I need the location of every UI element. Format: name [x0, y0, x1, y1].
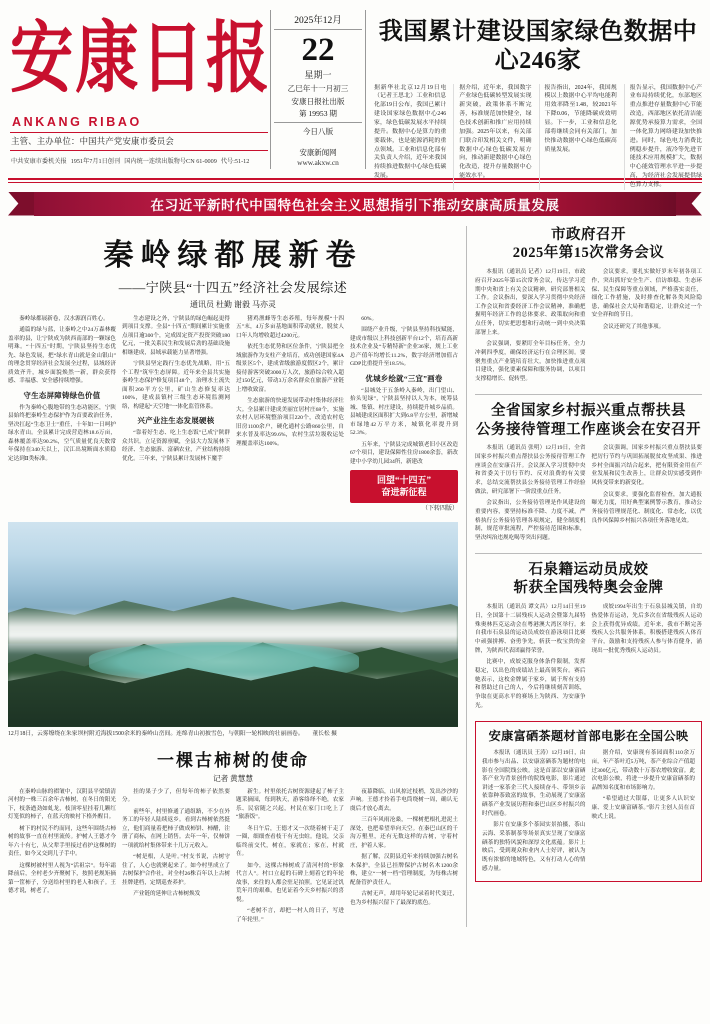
paragraph: 会议指出，公务接待管理是作风建设的重要内容，要坚持标准不降、力度不减，严格执行公务接待管理各项规定，健全制度机制，规范审批流程，严控接待范围和标准，坚决纠治违规吃喝等突出问题。: [475, 500, 586, 541]
lead-story-body: [8, 315, 458, 514]
right-story3-title-line1: 石泉籍运动员成姣: [528, 561, 649, 578]
paper-name-pinyin: ANKANG RIBAO: [12, 114, 142, 129]
right-story2-body: [475, 444, 702, 545]
right-boxed-body: [482, 749, 695, 876]
story2-col-4: [350, 788, 458, 928]
website-url[interactable]: www.akxw.cn: [297, 158, 339, 168]
paragraph: 成姣1994年出生于石泉县城关镇，自幼热爱体育运动，先后多次在省级残疾人运动会上获得优异成绩。近年来，我市不断完善残疾人公共服务体系，积极搭建残疾人体育平台，鼓励和支持残疾人参与体育健身，涌现出一批优秀残疾人运动员。: [591, 604, 702, 654]
paragraph: “树是根，人是叶。”村支书说，古树守住了，人心也就聚起来了。如今村里成立了古树保护合作社，对全村26株百年以上古树挂牌建档，定期巡查养护。: [122, 854, 230, 886]
paragraph: 通篇的绿与蓝，让秦岭之中24万森林覆盖率的县，让宁陕成为陕西南部的一颗绿色明珠。“十四五”时期，宁陕县坚持生态优先、绿色发展，把“绿水青山就是金山银山”的理念贯穿经济社会发展全过程，县域经济质效齐升，城乡面貌焕然一新，群众获得感、幸福感、安全感持续增强。: [8, 327, 116, 384]
paragraph: 挂的果子少了，但每年的柿子依然要分。: [122, 788, 230, 804]
paper-name-cn: 安康日报: [10, 16, 272, 102]
paragraph: 前些年，村里修通了通组路，不少在外务工的年轻人陆续返乡。看到古柿树依然挺立，他们商量着把柿子做成柿饼、柿醋，注册了商标，在网上销售。去年一年，仅柿饼一项就给村集体带来十几万元收入。: [122, 808, 230, 849]
paragraph: 秦岭绿都展新卷，汉水源润百姓心。: [19, 315, 109, 322]
paragraph: 新生。村里依托古树资源建起了柿子主题采摘园，每到秋天，游客络绎不绝，农家乐、民宿随之兴起，村民在家门口吃上了“旅游饭”。: [236, 788, 344, 821]
right-boxed-story: [475, 721, 702, 882]
paragraph: 据了解，汉阴县近年来持续加强古树名木保护，全县已挂牌保护古树名木1200余株，建立“一树一档”管理制度，为每株古树配备管护责任人。: [350, 854, 458, 886]
story2-byline: 记者 黄慧慧: [213, 773, 253, 783]
paragraph: 据介绍，安康现有茶园面积110余万亩，年产茶叶近5万吨，茶产业综合产值超过300亿元，带动数十万茶农增收致富。此次电影公映，将进一步提升安康富硒茶的品牌知名度和市场影响力。: [591, 750, 695, 791]
lead-story-title: 秦岭绿都展新卷: [103, 238, 363, 272]
paragraph: “老树不言，却把一村人的日子，写进了年轮里。”: [236, 908, 344, 923]
story2-col-2: [122, 788, 230, 928]
paragraph: 依托生态优势和区位条件，宁陕县把全域旅游作为支柱产业培育，成功创建国家4A级景区5个，建成省级旅游度假区2个，累计接待游客突破3000万人次，旅游综合收入超过150亿元，带动3万余名群众在旅游产业链上增收致富。: [236, 344, 344, 393]
lead-col-3: [236, 315, 344, 514]
top-story-body: [374, 84, 702, 190]
right-divider-2: [475, 553, 702, 554]
date-day: 22: [301, 32, 335, 68]
paragraph: 本报讯（通讯员 谭文昌）12月14日至19日，全国第十二届残疾人运动会暨第九届特殊奥林匹克运动会在粤港澳大湾区举行。来自我市石泉县的运动员成姣在游泳项目比赛中顽强拼搏、奋勇争先，斩获一枚宝贵的金牌，为陕西代表团赢得荣誉。: [475, 604, 586, 654]
paragraph: 冬日午后，王德才又一次绕着树干走了一圈，细细查看枝干有无虫蛀。他说，父亲临终前交代，树在，家就在；家在，村就在。: [236, 825, 344, 858]
paragraph: 会议强调，国家乡村振兴重点帮扶县要把厉行节约与巩固拓展脱贫攻坚成果、推进乡村全面振兴结合起来，把有限资金用在产业发展和民生改善上，让群众切实感受到作风转变带来的新变化。: [591, 445, 702, 487]
lead-col-1: [8, 315, 116, 514]
right-boxed-title: 安康富硒茶题材首部电影在全国公映: [488, 729, 689, 744]
paragraph: 会议强调，要紧盯全年目标任务，全力冲刺四季度，确保经济运行在合理区间。要聚焦重点产业链培育壮大，加快推进重点项目建设，强化要素保障和服务协调，以项目支撑稳增长、促转型。: [475, 341, 586, 383]
news-agency: 安康新闻网: [299, 148, 337, 158]
page-count: 今日八版: [274, 122, 362, 137]
paragraph: 树下的村民不约而同，这些年围绕古柿树的故事一直在村里流传。护树人王德才今年六十有七，从父辈手里接过看护这棵树的责任，如今又交到儿子手中。: [8, 825, 116, 858]
section-heading: 兴产业注生态发展硬核: [137, 416, 215, 425]
top-story-col-2: 据介绍，近年来，我国数字产业绿色低碳转型发展实现新突破，政策体系不断完善，标准规范加快健全，绿色技术创新和推广应用持续加强。2025年以来，有关部门联合印发相关文件，明确数据中心绿色低碳发展方向，推动新建数据中心绿色化改造，提升存量数据中心能效水平。: [453, 84, 531, 190]
lead-photo: [8, 522, 458, 727]
paper-meta: [11, 156, 270, 165]
date-lunar: 乙巳年十一月初三: [287, 84, 349, 94]
paragraph: 古树无声，却用年轮记录着时代变迁，也为乡村振兴留下了最深的底色。: [350, 891, 458, 906]
paragraph: 作为秦岭心腹地带的生态功能区，宁陕县始终把秦岭生态保护作为首要政治任务，坚决扛起“生态卫士”重任，十年如一日呵护绿水青山。全县累计完成营造林18.6万亩，森林覆盖率达90.2%，空气质量优良天数常年保持在340天以上，汉江出境断面水质稳定达到Ⅱ类标准。: [8, 404, 116, 462]
paragraph: 会议要求，要扎实做好岁末年初各项工作，突出抓好安全生产、信访维稳、生态环保、民生保障等重点领域，严格落实责任，细化工作措施，及时排查化解各类风险隐患，确保社会大局和谐稳定，让群众过一个安全祥和的节日。: [591, 269, 702, 319]
right-story1-title-line1: 市政府召开: [551, 226, 626, 243]
paragraph: 五年来，宁陕县完成城镇老旧小区改造67个项目，建设保障性住房1800余套，新改建中小学幼儿园34所，新建改: [350, 441, 458, 465]
paragraph: 生态旅游的快速发展带动村集体经济壮大。全县累计建成美丽宜居村庄68个，实施农村人居环境整治项目220个，改造农村危旧房1100余户，硬化通村公路860公里，自来水普及率达99.6%，农村生活垃圾收运处理覆盖率达100%。: [236, 398, 344, 447]
paragraph: 这棵树被村里人视为“活祖宗”。每年霜降前后，全村老少齐聚树下，按照老规矩摘第一筐柿子，分送给村里的老人和孩子。王德才说，树老了，: [8, 862, 116, 895]
paragraph: 在秦岭山脉的褶皱中，汉阴县平梁镇清河村的一株三百余年古柿树，在冬日的阳光下，枝条遒劲如虬龙，枝顶零星挂着几颗红灯笼似的柿子，在蓝天的映衬下格外醒目。: [8, 788, 116, 821]
paragraph: 产业链的延伸让古柿树焕发: [133, 891, 201, 898]
paragraph: 三百年风雨沧桑，一棵树把根扎进泥土深处，也把希望举向天空。在秦巴山区的千沟万壑里，还有无数这样的古树，守着村庄，护着人家。: [350, 817, 458, 849]
right-story1-title-line2: 2025年第15次常务会议: [512, 245, 665, 262]
story2-col-3: [236, 788, 344, 928]
paragraph: 影片在安康多个茶园实景拍摄，茶山云海、采茶制茶等场景真实呈现了安康富硒茶的独特风貌和深厚文化底蕴。影片上映后，受到观众和业内人士好评，被认为既有浓郁的地域特色，又有打动人心的情感力量。: [482, 822, 586, 872]
paragraph: 本报讯（通讯员 张明）12月19日，全省国家乡村振兴重点帮扶县公务接待管理工作座谈会在安康召开。会议深入学习贯彻中央和省委关于厉行节约、反对浪费的有关要求，总结交流帮扶县公务接待管理工作经验做法，研究部署下一阶段重点任务。: [475, 445, 586, 495]
paragraph: 会议要求，要强化监督检查，加大通报曝光力度，用好典型案例警示教育，推动公务接待管理规范化、制度化、常态化，以优良作风保障乡村振兴各项任务落地见效。: [591, 491, 702, 524]
logo-rule: [10, 132, 268, 133]
top-story-headline: 我国累计建设国家绿色数据中心246家: [378, 19, 698, 74]
paragraph: 本报讯（通讯员 王涛）12月19日，由我市参与出品、以安康富硒茶为题材的电影在全国院线公映。这是首部以安康富硒茶产业为背景创作的院线电影，影片通过讲述一家茶企三代人接续奋斗、带领乡亲依靠种茶致富的故事，生动展现了安康富硒茶产业发展历程和秦巴山区乡村振兴的时代画卷。: [482, 750, 586, 817]
lead-story-byline: 通讯员 杜勤 谢毅 马亦灵: [190, 299, 276, 309]
campaign-banner: 在习近平新时代中国特色社会主义思想指引下推动安康高质量发展: [34, 192, 676, 216]
paragraph: 猪鸡渔蜂等生态养殖，每年规模“十四五”末，4万多亩基地面积带动就业，脱贫人口年人均增收超过4200元。: [236, 315, 344, 339]
right-column: [467, 226, 702, 928]
section-heading: 优城乡绘就“三宜”画卷: [365, 373, 443, 383]
paper-logo: [8, 6, 270, 165]
paper-meta-left: 中共安康市委机关报: [11, 157, 67, 165]
publisher: 安康日报社出版: [291, 97, 345, 107]
right-story2-title-line2: 公务接待管理工作座谈会在安召开: [476, 421, 701, 438]
paragraph: 围绕产业升级，宁陕县坚持科技赋能，建成市级以上科技创新平台12个，培育高新技术企业及“专精特新”企业36家，规上工业总产值年均增长11.2%，数字经济增加值占GDP比重提升至18.5%。: [350, 327, 458, 367]
paragraph: 60%。: [361, 315, 378, 322]
paragraph: 本报讯（通讯员 记者）12月19日，市政府召开2025年第15次常务会议，传达学习近期中央和省上有关会议精神，研究部署相关工作。会议指出，要深入学习贯彻中央经济工作会议和省委经济工作会议精神，准确把握明年经济工作的总体要求、政策取向和重点任务，切实把思想和行动统一到中央决策部署上来。: [475, 269, 586, 336]
paragraph: 宁陕县坚定践行生态优先战略，用“五个工程”筑牢生态屏障。近年来全县共实施秦岭生态保护修复项目48个，治理水土流失面积260平方公里，矿山生态修复率达100%，建成县镇村三级生态环境监测网络，构建起“天空地”一体化监管体系。: [122, 361, 230, 410]
paper-meta-code: 代号:51-12: [220, 157, 250, 165]
section-heading: 守生态屏障铸绿色价值: [23, 390, 101, 400]
paragraph: 会议还研究了其他事项。: [602, 324, 665, 331]
top-story: [366, 6, 702, 190]
right-divider-1: [475, 394, 702, 395]
masthead: [8, 6, 702, 189]
issue-number: 第 19953 期: [299, 108, 337, 118]
main-content: [8, 226, 702, 928]
right-story3-title-line2: 斩获全国残特奥会金牌: [513, 580, 664, 597]
date-panel: [270, 10, 366, 169]
story2-title: 一棵古柿树的使命: [157, 750, 309, 770]
series-badge: 回望“十四五” 奋进新征程: [350, 470, 458, 502]
lead-col-4: [350, 315, 458, 514]
photo-caption: 12月18日，云雾缭绕在朱家坝村附近海拔1500余米的秦岭山峦间。连绵青山初披雪色，与朝阳一轮相映的壮丽画卷。 董长松 摄: [8, 730, 337, 737]
paragraph: “县城处于五条岭入秦岭，出门望山、抬头见绿”，宁陕县坚持以人为本，统筹县城、集镇、村庄建设，持续提升城乡品质。县城建成区面积扩大到6.8平方公里，新增城市绿地42万平方米，城镇化率提升到52.3%。: [350, 387, 458, 437]
paragraph: 比赛中，成姣克服身体条件限制，发挥稳定，以出色的成绩站上最高领奖台。赛后她表示，这枚金牌属于家乡，属于所有支持和帮助过自己的人，今后将继续刻苦训练，争取在更高水平的赛场上为陕西、为安康争光。: [475, 659, 586, 709]
story2-body: [8, 788, 458, 928]
paragraph: 生态建设之外，宁陕县的绿色崛起更得到项目支撑。全县“十四五”期间累计实施重点项目逾300个，完成固定资产投资突破180亿元，一批关系民生和发展后劲的基础设施相继建成，县域承载能力显著增强。: [122, 315, 230, 356]
paragraph: “靠着好生态、吃上生态饭”已成宁陕群众共识。立足资源禀赋，全县大力发展林下经济、生态旅游、富硒农业，产业结构持续优化。三年来，宁陕县累计发展林下魔芋: [122, 430, 230, 462]
top-story-col-1: 据新华社北京12月19日电（记者王思北）工业和信息化部19日公布，我国已累计建设国家绿色数据中心246家，绿色低碳发展水平持续提升。数据中心是算力的重要载体，也是能源消耗的重点领域。工业和信息化部有关负责人介绍，近年来我国持续推进数据中心绿色低碳发展。: [374, 84, 447, 180]
right-story1-body: [475, 268, 702, 387]
left-column: [8, 226, 466, 928]
continuation-note: （下转四版）: [421, 505, 458, 512]
right-story3-body: [475, 603, 702, 713]
top-story-col-4: 报告显示，我国数据中心产业布局持续优化，东部地区重点推进存量数据中心节能改造，西部地区依托清洁能源优势承接算力需求，全国一体化算力网络建设加快推进。同时，绿色电力消费比例稳步提升，液冷等先进节能技术应用规模扩大，数据中心能效管理水平进一步提高，为经济社会发展提供绿色算力支撑。: [624, 84, 702, 190]
date-weekday: 星期一: [304, 70, 332, 81]
logo-rule-2: [10, 150, 268, 151]
top-story-col-3: 报告指出，2024年，我国规模以上数据中心平均电能利用效率降至1.48，较2021年下降0.06，节能降碳成效明显。下一步，工业和信息化部将继续会同有关部门，加快推动数据中心绿色低碳高质量发展。: [539, 84, 617, 190]
paragraph: 如今，这棵古柿树成了清河村的“形象代言人”。村口立起的石碑上刻着它的年轮故事，来往的人都会驻足拍照。它见证过饥荒年月的艰难，也见证着今天乡村振兴的喜悦。: [236, 862, 344, 903]
paper-meta-right: 国内统一连续出版物号CN 61-0009: [124, 157, 217, 165]
campaign-banner-wrap: [8, 192, 702, 218]
lead-col-2: [122, 315, 230, 514]
story2-col-1: [8, 788, 116, 928]
paper-meta-center: 1951年7月1日创刊: [70, 157, 121, 165]
paragraph: 夜幕降临，山风掠过枝梢，发出沙沙的声响。王德才拎着手电筒绕树一周，确认无虞后才放心离去。: [350, 788, 458, 812]
paragraph: “希望通过大银幕，让更多人认识安康、爱上安康富硒茶。”影片主创人员在首映式上说。: [591, 796, 695, 820]
paper-sponsor: 主管、主办单位：中国共产党安康市委员会: [11, 136, 174, 146]
date-year-month: 2025年12月: [274, 12, 362, 30]
lead-story-subtitle: ——宁陕县“十四五”经济社会发展综述: [118, 279, 348, 295]
right-story2-title-line1: 全省国家乡村振兴重点帮扶县: [491, 402, 686, 419]
